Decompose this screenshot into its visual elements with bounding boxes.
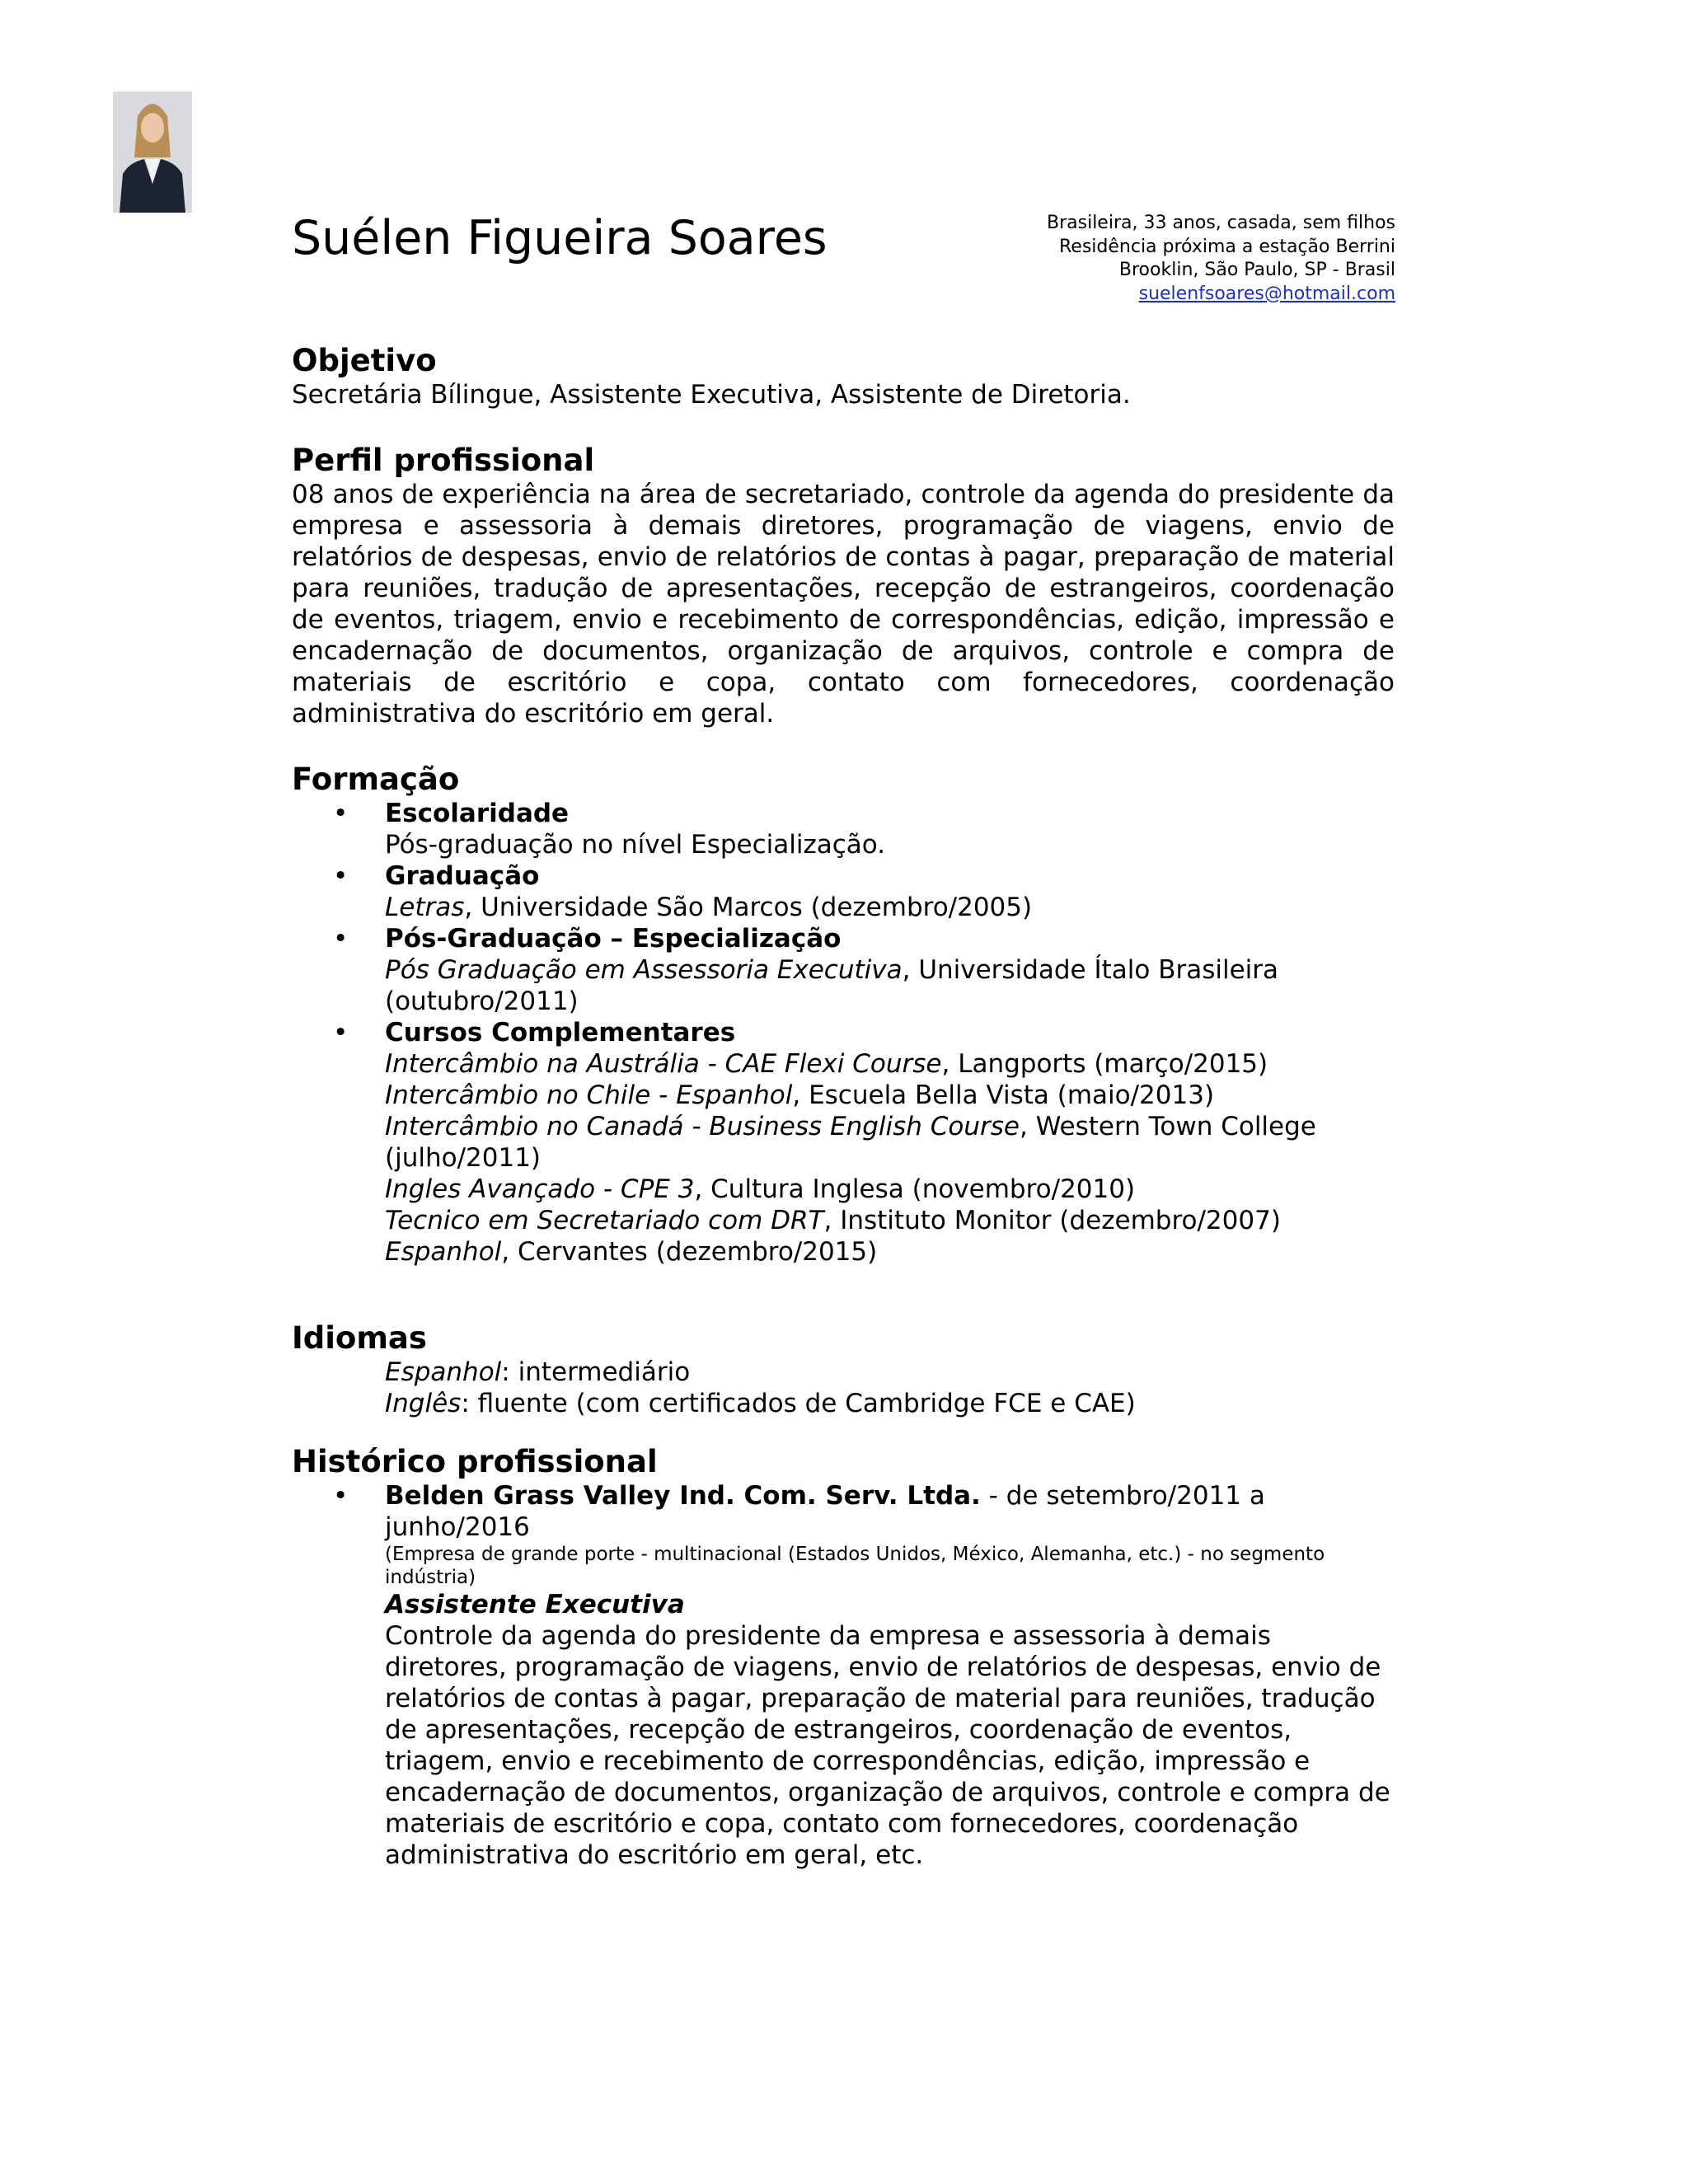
section-objetivo [292, 343, 1395, 410]
graduacao-institution: , Universidade São Marcos (dezembro/2005) [464, 893, 1033, 922]
candidate-name: Suélen Figueira Soares [292, 211, 828, 265]
job-company: Belden Grass Valley Ind. Com. Serv. Ltda. [385, 1481, 981, 1511]
curso-name: Ingles Avançado - CPE 3 [385, 1174, 695, 1204]
curso-entry [385, 1174, 1395, 1205]
graduacao-heading: Graduação [385, 861, 540, 891]
curso-institution: , Langports (março/2015) [941, 1049, 1268, 1079]
curso-entry [385, 1111, 1395, 1174]
curso-name: Intercâmbio na Austrália - CAE Flexi Course [385, 1049, 942, 1079]
curso-institution: , Escuela Bella Vista (maio/2013) [792, 1080, 1215, 1110]
curso-institution: , Cervantes (dezembro/2015) [501, 1237, 878, 1267]
idioma-level: : intermediário [501, 1357, 691, 1387]
contact-residence: Residência próxima a estação Berrini [1059, 236, 1395, 257]
curso-name: Intercâmbio no Chile - Espanhol [385, 1080, 793, 1110]
cursos-heading: Cursos Complementares [385, 1018, 736, 1047]
section-title-objetivo: Objetivo [292, 343, 437, 378]
contact-info [1047, 212, 1395, 306]
pos-entry [385, 954, 1395, 1017]
graduacao-entry [385, 892, 1395, 923]
curso-name: Tecnico em Secretariado com DRT [385, 1206, 824, 1235]
section-title-formacao: Formação [292, 762, 460, 797]
curso-entry [385, 1048, 1395, 1080]
resume-content [292, 343, 1395, 1871]
curso-institution: , Instituto Monitor (dezembro/2007) [823, 1206, 1281, 1235]
escolaridade-heading: Escolaridade [385, 799, 570, 828]
curso-entry [385, 1080, 1395, 1111]
perfil-text: 08 anos de experiência na área de secretariado, controle da agenda do presidente da empresa e assessoria à demais diretores, programação de viagens, envio de relatórios de despesas, envio de relatórios de contas à pagar, preparação de material para reuniões, tradução de apresentações, recepção de estrangeiros, coordenação de eventos, triagem, envio e recebimento de correspondências, edição, impressão e encadernação de documentos, organização de arquivos, controle e compra de materiais de escritório e copa, contato com fornecedores, coordenação administrativa do escritório em geral. [292, 480, 1395, 729]
pos-heading: Pós-Graduação – Especialização [385, 924, 842, 954]
graduacao-course: Letras [385, 893, 465, 922]
idioma-language: Espanhol [385, 1357, 502, 1387]
pos-institution: , Universidade Ítalo Brasileira (outubro/2011) [385, 955, 1279, 1016]
formacao-item-graduacao [292, 860, 1395, 923]
section-idiomas [292, 1320, 1395, 1419]
formacao-item-cursos [292, 1017, 1395, 1268]
idioma-language: Inglês [385, 1389, 462, 1418]
escolaridade-text: Pós-graduação no nível Especialização. [385, 830, 886, 860]
curso-entry [385, 1205, 1395, 1236]
job-item [292, 1480, 1395, 1871]
objetivo-text: Secretária Bílingue, Assistente Executiva, Assistente de Diretoria. [292, 380, 1131, 410]
idioma-entry [292, 1357, 1395, 1388]
curso-name: Intercâmbio no Canadá - Business English Course [385, 1112, 1020, 1141]
job-period: - de setembro/2011 a junho/2016 [385, 1481, 1265, 1542]
job-list [292, 1480, 1395, 1871]
section-title-perfil: Perfil profissional [292, 443, 595, 478]
curso-entry [385, 1236, 1395, 1268]
contact-location: Brooklin, São Paulo, SP - Brasil [1118, 260, 1395, 280]
curso-institution: , Western Town College (julho/2011) [385, 1112, 1316, 1173]
job-description: Controle da agenda do presidente da empresa e assessoria à demais diretores, programação de viagens, envio de relatórios de despesas, envio de relatórios de contas à pagar, preparação de material para reuniões, tradução de apresentações, recepção de estrangeiros, coordenação de eventos, triagem, envio e recebimento de correspondências, edição, impressão e encadernação de documentos, organização de arquivos, controle e compra de materiais de escritório e copa, contato com fornecedores, coordenação administrativa do escritório em geral, etc. [385, 1621, 1390, 1870]
formacao-item-escolaridade [292, 798, 1395, 860]
section-title-historico: Histórico profissional [292, 1444, 658, 1479]
profile-photo [113, 91, 192, 213]
pos-course: Pós Graduação em Assessoria Executiva [385, 955, 903, 985]
contact-nationality: Brasileira, 33 anos, casada, sem filhos [1047, 213, 1395, 233]
email-link[interactable]: suelenfsoares@hotmail.com [1138, 283, 1395, 304]
profile-photo-image [113, 91, 192, 213]
curso-institution: , Cultura Inglesa (novembro/2010) [694, 1174, 1136, 1204]
curso-name: Espanhol [385, 1237, 502, 1267]
section-perfil [292, 443, 1395, 729]
formacao-list [292, 798, 1395, 1268]
formacao-item-pos [292, 923, 1395, 1017]
job-company-note: (Empresa de grande porte - multinacional (Estados Unidos, México, Alemanha, etc.) - no segmento indústria) [385, 1544, 1325, 1588]
idioma-level: : fluente (com certificados de Cambridge FCE e CAE) [461, 1389, 1136, 1418]
section-historico [292, 1444, 1395, 1871]
section-title-idiomas: Idiomas [292, 1320, 427, 1356]
idioma-entry [292, 1388, 1395, 1419]
job-role: Assistente Executiva [385, 1590, 685, 1619]
section-formacao [292, 762, 1395, 1268]
